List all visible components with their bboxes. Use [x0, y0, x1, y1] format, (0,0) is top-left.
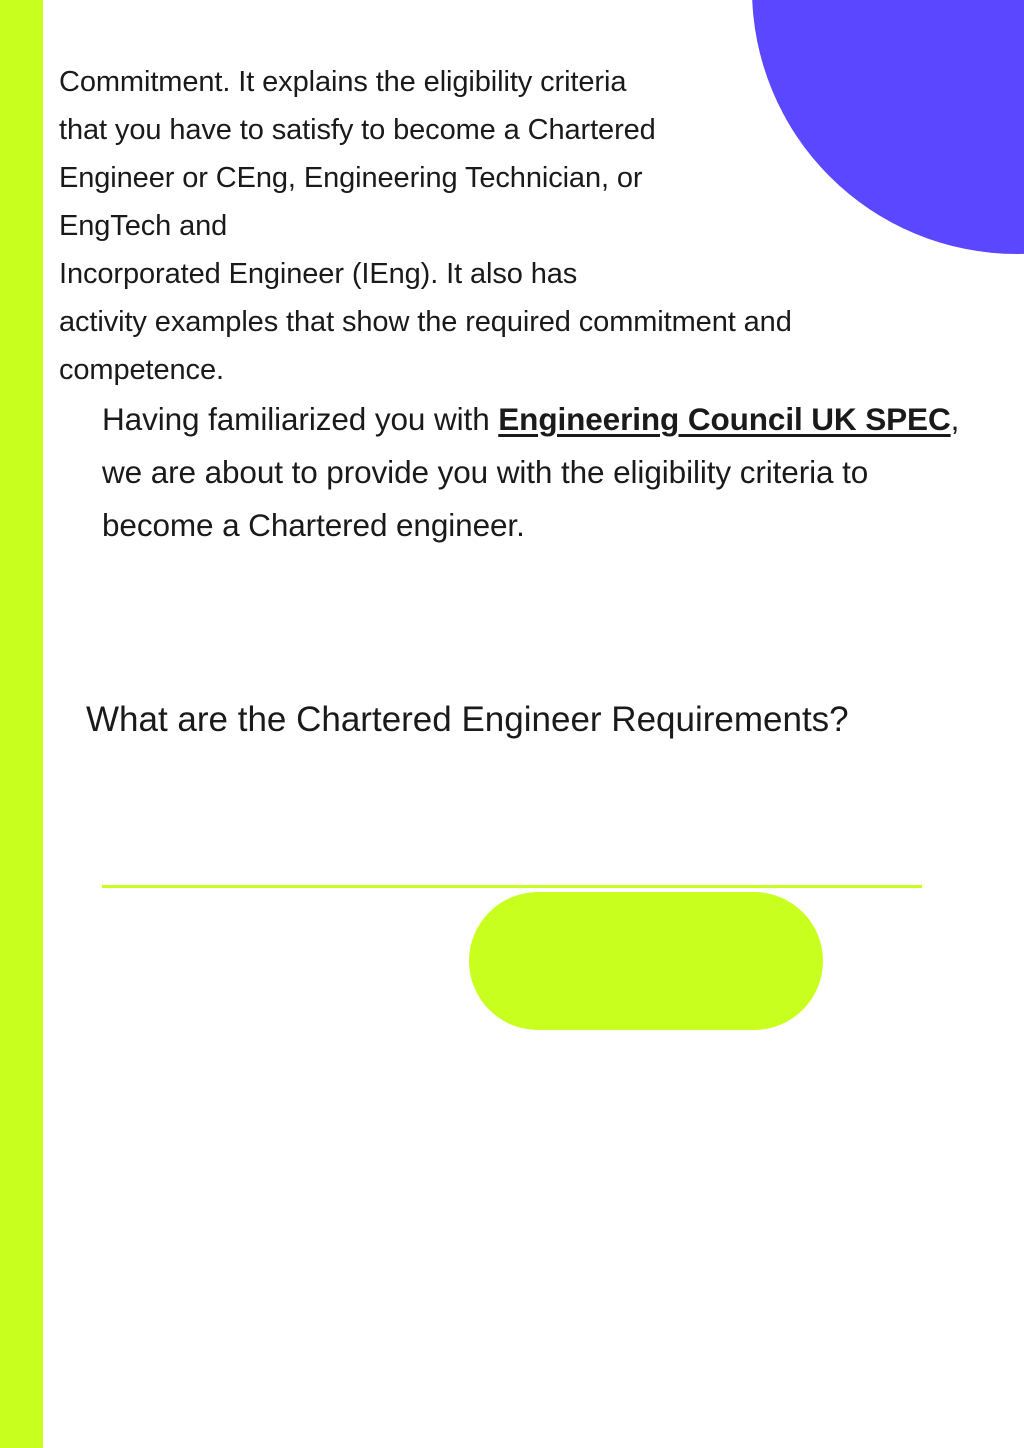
intro-text-block [59, 58, 939, 394]
intro-line: activity examples that show the required commitment and [59, 306, 792, 338]
eligibility-paragraph [102, 393, 1022, 552]
side-accent-bar [0, 0, 43, 1448]
paragraph-line-2: we are about to provide you with the eligibility criteria to [102, 454, 869, 490]
intro-line: Commitment. It explains the eligibility criteria [59, 66, 627, 98]
paragraph-comma: , [950, 401, 960, 437]
intro-line: EngTech and [59, 210, 228, 242]
divider-line [102, 885, 922, 888]
decorative-pill-shape [469, 892, 823, 1030]
section-heading: What are the Chartered Engineer Requirements? [86, 700, 849, 739]
intro-line: that you have to satisfy to become a Chartered [59, 114, 656, 146]
paragraph-line-3: become a Chartered engineer. [102, 507, 525, 543]
paragraph-line-1 [102, 393, 1022, 446]
paragraph-lead-text: Having familiarized you with [102, 401, 499, 437]
uk-spec-link[interactable]: Engineering Council UK SPEC [498, 401, 951, 437]
intro-line: Incorporated Engineer (IEng). It also has [59, 258, 578, 290]
intro-line: Engineer or CEng, Engineering Technician, or [59, 162, 643, 194]
intro-line: competence. [59, 354, 224, 386]
